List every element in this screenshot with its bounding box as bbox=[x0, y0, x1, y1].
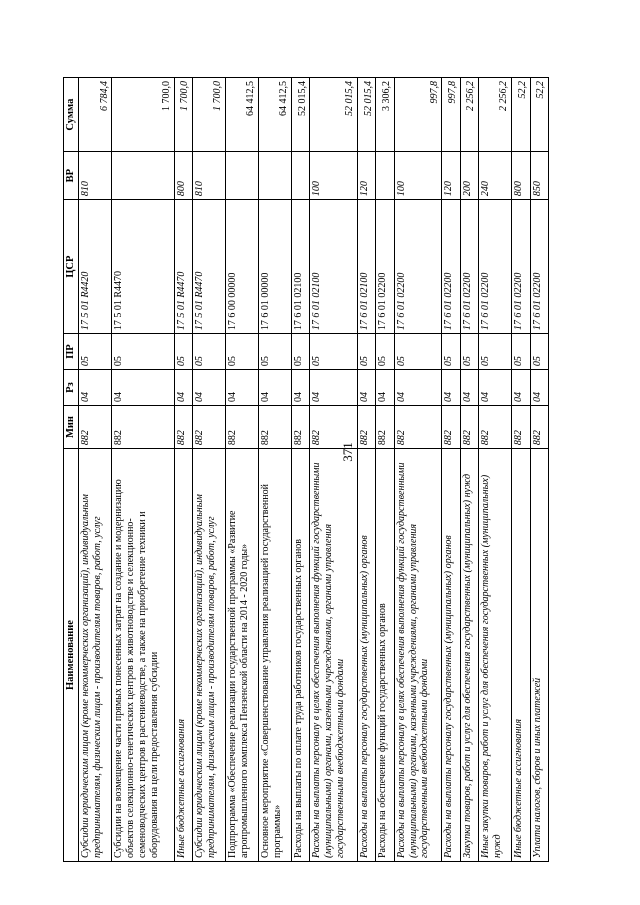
table-cell-vr bbox=[292, 152, 310, 200]
table-cell-pr: 05 bbox=[530, 334, 549, 370]
table-cell-rz: 04 bbox=[530, 370, 549, 406]
table-cell-sum: 52 015,4 bbox=[358, 78, 376, 152]
table-cell-rz: 04 bbox=[112, 370, 174, 406]
table-cell-pr: 05 bbox=[112, 334, 174, 370]
table-cell-min: 882 bbox=[460, 405, 478, 448]
table-cell-name: Расходы на выплаты персоналу государственных (муниципальных) органов bbox=[442, 449, 460, 862]
table-cell-csr: 17 6 01 02100 bbox=[310, 200, 358, 334]
table-cell-csr: 17 5 01 R4470 bbox=[112, 200, 174, 334]
table-cell-name: Уплата налогов, сборов и иных платежей bbox=[530, 449, 549, 862]
table-cell-pr: 05 bbox=[479, 334, 512, 370]
table-cell-csr: 17 6 01 02200 bbox=[460, 200, 478, 334]
header-pr: ПР bbox=[64, 334, 79, 370]
table-cell-rz: 04 bbox=[394, 370, 442, 406]
table-cell-csr: 17 6 01 02200 bbox=[530, 200, 549, 334]
table-cell-sum: 64 412,5 bbox=[226, 78, 259, 152]
table-cell-vr: 810 bbox=[193, 152, 226, 200]
table-cell-pr: 05 bbox=[310, 334, 358, 370]
table-cell-pr: 05 bbox=[79, 334, 112, 370]
table-cell-vr: 100 bbox=[394, 152, 442, 200]
table-cell-pr: 05 bbox=[226, 334, 259, 370]
table-cell-sum: 1 700,0 bbox=[174, 78, 192, 152]
table-cell-min: 882 bbox=[226, 405, 259, 448]
table-cell-vr bbox=[226, 152, 259, 200]
table-row bbox=[259, 78, 292, 862]
table-cell-rz: 04 bbox=[460, 370, 478, 406]
table-cell-pr: 05 bbox=[394, 334, 442, 370]
table-cell-min: 882 bbox=[259, 405, 292, 448]
table-row bbox=[394, 78, 442, 862]
table-cell-pr: 05 bbox=[259, 334, 292, 370]
table-cell-sum: 64 412,5 bbox=[259, 78, 292, 152]
table-cell-name: Расходы на выплаты по оплате труда работников государственных органов bbox=[292, 449, 310, 862]
table-row bbox=[292, 78, 310, 862]
table-cell-sum: 52 015,4 bbox=[310, 78, 358, 152]
table-cell-vr: 850 bbox=[530, 152, 549, 200]
table-cell-min: 882 bbox=[442, 405, 460, 448]
table-cell-rz: 04 bbox=[226, 370, 259, 406]
table-cell-name: Расходы на выплаты персоналу в целях обеспечения выполнения функций государственными (муниципальными) органами, казенными учреждениями, органами управления государственными внебюджетными фондами bbox=[310, 449, 358, 862]
table-cell-vr: 810 bbox=[79, 152, 112, 200]
header-name: Наименование bbox=[64, 449, 79, 862]
table-cell-vr: 800 bbox=[512, 152, 530, 200]
table-cell-csr: 17 5 01 R4470 bbox=[193, 200, 226, 334]
table-cell-csr: 17 6 01 02200 bbox=[394, 200, 442, 334]
header-csr: ЦСР bbox=[64, 200, 79, 334]
table-cell-csr: 17 6 01 02200 bbox=[376, 200, 394, 334]
table-cell-vr: 800 bbox=[174, 152, 192, 200]
table-cell-min: 882 bbox=[174, 405, 192, 448]
table-cell-name: Подпрограмма «Обеспечение реализации государственной программы «Развитие агропромышленного комплекса Пензенской области на 2014 - 2020 годы» bbox=[226, 449, 259, 862]
table-cell-name: Субсидии юридическим лицам (кроме некоммерческих организаций), индивидуальным предпринимателям, физическим лицам - производителям товаров, работ, услуг bbox=[79, 449, 112, 862]
table-cell-csr: 17 6 01 02200 bbox=[512, 200, 530, 334]
table-cell-rz: 04 bbox=[259, 370, 292, 406]
table-cell-vr: 100 bbox=[310, 152, 358, 200]
table-row bbox=[226, 78, 259, 862]
table-row bbox=[310, 78, 358, 862]
table-row bbox=[174, 78, 192, 862]
table-cell-vr bbox=[112, 152, 174, 200]
table-cell-name: Основное мероприятие «Совершенствование управления реализацией государственной программы» bbox=[259, 449, 292, 862]
table-cell-name: Субсидии на возмещение части прямых понесенных затрат на создание и модернизацию объектов селекционно-генетических центров в животноводстве и селекционно-семеноводческих центров в растениеводстве, а также на приобретение техники и оборудования на цели предоставления субсидии bbox=[112, 449, 174, 862]
table-cell-min: 882 bbox=[193, 405, 226, 448]
table-row bbox=[376, 78, 394, 862]
table-cell-pr: 05 bbox=[174, 334, 192, 370]
table-cell-pr: 05 bbox=[512, 334, 530, 370]
table-cell-min: 882 bbox=[358, 405, 376, 448]
table-cell-name: Иные закупки товаров, работ и услуг для обеспечения государственных (муниципальных) нужд bbox=[479, 449, 512, 862]
table-cell-sum: 1 700,0 bbox=[193, 78, 226, 152]
table-cell-sum: 2 256,2 bbox=[479, 78, 512, 152]
table-row bbox=[479, 78, 512, 862]
table-cell-sum: 52 015,4 bbox=[292, 78, 310, 152]
table-cell-csr: 17 5 01 R4470 bbox=[174, 200, 192, 334]
table-cell-name: Иные бюджетные ассигнования bbox=[512, 449, 530, 862]
table-cell-sum: 52,2 bbox=[512, 78, 530, 152]
table-cell-vr: 120 bbox=[442, 152, 460, 200]
table-cell-sum: 3 306,2 bbox=[376, 78, 394, 152]
table-cell-sum: 1 700,0 bbox=[112, 78, 174, 152]
table-cell-csr: 17 6 01 02100 bbox=[358, 200, 376, 334]
header-min: Мин bbox=[64, 405, 79, 448]
table-cell-name: Закупка товаров, работ и услуг для обеспечения государственных (муниципальных) нужд bbox=[460, 449, 478, 862]
table-cell-name: Иные бюджетные ассигнования bbox=[174, 449, 192, 862]
table-cell-name: Расходы на выплаты персоналу в целях обеспечения выполнения функций государственными (муниципальными) органами, казенными учреждениями, органами управления государственными внебюджетными фондами bbox=[394, 449, 442, 862]
table-cell-sum: 997,8 bbox=[394, 78, 442, 152]
page-number: 371 bbox=[340, 442, 355, 462]
table-cell-pr: 05 bbox=[460, 334, 478, 370]
table-row bbox=[460, 78, 478, 862]
header-rz: Рз bbox=[64, 370, 79, 406]
table-cell-name: Расходы на выплаты персоналу государственных (муниципальных) органов bbox=[358, 449, 376, 862]
table-cell-min: 882 bbox=[479, 405, 512, 448]
table-cell-sum: 52,2 bbox=[530, 78, 549, 152]
table-cell-csr: 17 6 01 00000 bbox=[259, 200, 292, 334]
table-cell-csr: 17 5 01 R4420 bbox=[79, 200, 112, 334]
table-cell-vr bbox=[259, 152, 292, 200]
table-row bbox=[193, 78, 226, 862]
table-header-row bbox=[64, 78, 79, 862]
table-cell-rz: 04 bbox=[358, 370, 376, 406]
table-cell-vr: 120 bbox=[358, 152, 376, 200]
table-cell-pr: 05 bbox=[358, 334, 376, 370]
table-row bbox=[79, 78, 112, 862]
table-cell-pr: 05 bbox=[376, 334, 394, 370]
table-cell-rz: 04 bbox=[174, 370, 192, 406]
table-cell-min: 882 bbox=[112, 405, 174, 448]
table-cell-rz: 04 bbox=[512, 370, 530, 406]
table-cell-min: 882 bbox=[79, 405, 112, 448]
table-cell-pr: 05 bbox=[442, 334, 460, 370]
table-cell-min: 882 bbox=[376, 405, 394, 448]
table-cell-rz: 04 bbox=[442, 370, 460, 406]
table-cell-min: 882 bbox=[292, 405, 310, 448]
table-cell-min: 882 bbox=[530, 405, 549, 448]
table-cell-sum: 997,8 bbox=[442, 78, 460, 152]
table-cell-csr: 17 6 01 02200 bbox=[442, 200, 460, 334]
table-cell-min: 882 bbox=[310, 405, 358, 448]
table-row bbox=[512, 78, 530, 862]
table-cell-rz: 04 bbox=[193, 370, 226, 406]
budget-table bbox=[63, 77, 549, 862]
table-cell-csr: 17 6 01 02100 bbox=[292, 200, 310, 334]
table-cell-pr: 05 bbox=[292, 334, 310, 370]
table-cell-sum: 2 256,2 bbox=[460, 78, 478, 152]
budget-table-container bbox=[63, 77, 549, 862]
table-cell-min: 882 bbox=[394, 405, 442, 448]
header-sum: Сумма bbox=[64, 78, 79, 152]
header-vr: ВР bbox=[64, 152, 79, 200]
table-cell-csr: 17 6 00 00000 bbox=[226, 200, 259, 334]
table-cell-rz: 04 bbox=[292, 370, 310, 406]
table-cell-rz: 04 bbox=[310, 370, 358, 406]
table-cell-min: 882 bbox=[512, 405, 530, 448]
table-cell-rz: 04 bbox=[79, 370, 112, 406]
table-cell-vr: 240 bbox=[479, 152, 512, 200]
table-body bbox=[79, 78, 549, 862]
table-cell-rz: 04 bbox=[376, 370, 394, 406]
table-cell-pr: 05 bbox=[193, 334, 226, 370]
table-cell-csr: 17 6 01 02200 bbox=[479, 200, 512, 334]
table-cell-sum: 6 784,4 bbox=[79, 78, 112, 152]
table-cell-rz: 04 bbox=[479, 370, 512, 406]
table-row bbox=[112, 78, 174, 862]
table-cell-name: Субсидии юридическим лицам (кроме некоммерческих организаций), индивидуальным предпринимателям, физическим лицам - производителям товаров, работ, услуг bbox=[193, 449, 226, 862]
table-row bbox=[530, 78, 549, 862]
table-row bbox=[358, 78, 376, 862]
table-cell-vr: 200 bbox=[460, 152, 478, 200]
table-cell-vr bbox=[376, 152, 394, 200]
table-cell-name: Расходы на обеспечение функций государственных органов bbox=[376, 449, 394, 862]
table-row bbox=[442, 78, 460, 862]
